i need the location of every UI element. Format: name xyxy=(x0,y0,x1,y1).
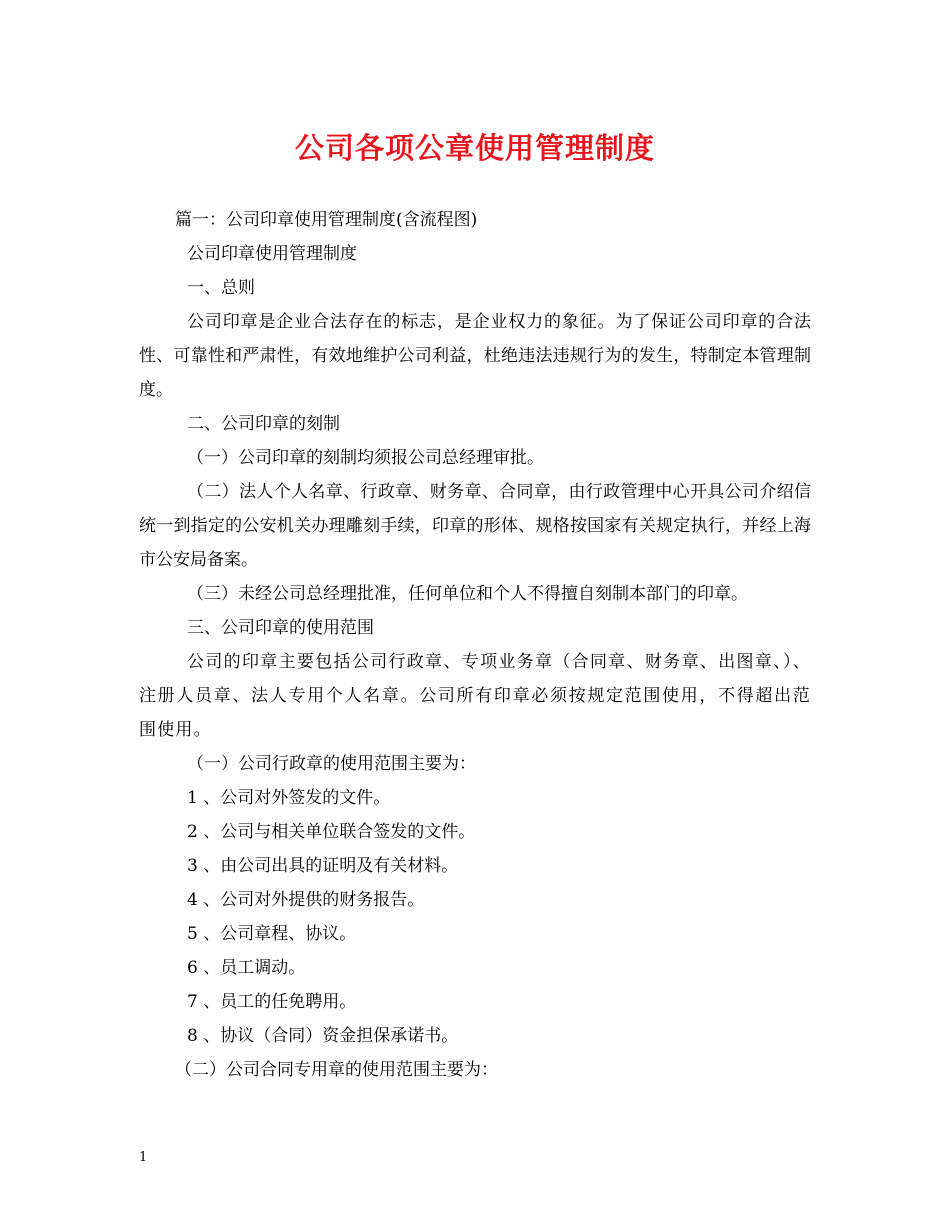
page-number: 1 xyxy=(139,1150,148,1165)
subtitle: 公司印章使用管理制度 xyxy=(187,244,357,264)
section-heading: 一、总则 xyxy=(187,278,255,298)
list-item: 7 、员工的任免聘用。 xyxy=(187,992,357,1012)
section-heading: 篇一：公司印章使用管理制度(含流程图) xyxy=(175,210,478,230)
list-item: 1 、公司对外签发的文件。 xyxy=(187,788,391,808)
list-item: 4 、公司对外提供的财务报告。 xyxy=(187,890,425,910)
paragraph: （二）法人个人名章、行政章、财务章、合同章，由行政管理中心开具公司介绍信统一到指定的公安机关办理雕刻手续，印章的形体、规格按国家有关规定执行，并经上海市公安局备案。 xyxy=(139,482,811,570)
list-item: 5 、公司章程、协议。 xyxy=(187,924,357,944)
list-item: 2 、公司与相关单位联合签发的文件。 xyxy=(187,822,476,842)
list-item: 6 、员工调动。 xyxy=(187,958,306,978)
list-item: 3 、由公司出具的证明及有关材料。 xyxy=(187,856,459,876)
subsection-heading: （一）公司行政章的使用范围主要为： xyxy=(187,754,476,774)
paragraph: 公司印章是企业合法存在的标志，是企业权力的象征。为了保证公司印章的合法性、可靠性和严肃性，有效地维护公司利益，杜绝违法违规行为的发生，特制定本管理制度。 xyxy=(139,312,811,400)
document-body xyxy=(139,203,811,1087)
document-title: 公司各项公章使用管理制度 xyxy=(294,131,655,165)
paragraph: （三）未经公司总经理批准，任何单位和个人不得擅自刻制本部门的印章。 xyxy=(187,584,748,604)
paragraph: 公司的印章主要包括公司行政章、专项业务章（合同章、财务章、出图章、）、注册人员章、法人专用个人名章。公司所有印章必须按规定范围使用，不得超出范围使用。 xyxy=(139,652,811,740)
subsection-heading: （二）公司合同专用章的使用范围主要为： xyxy=(175,1060,498,1080)
section-heading: 二、公司印章的刻制 xyxy=(187,414,340,434)
list-item: 8 、协议（合同）资金担保承诺书。 xyxy=(187,1026,459,1046)
paragraph: （一）公司印章的刻制均须报公司总经理审批。 xyxy=(187,448,544,468)
section-heading: 三、公司印章的使用范围 xyxy=(187,618,374,638)
